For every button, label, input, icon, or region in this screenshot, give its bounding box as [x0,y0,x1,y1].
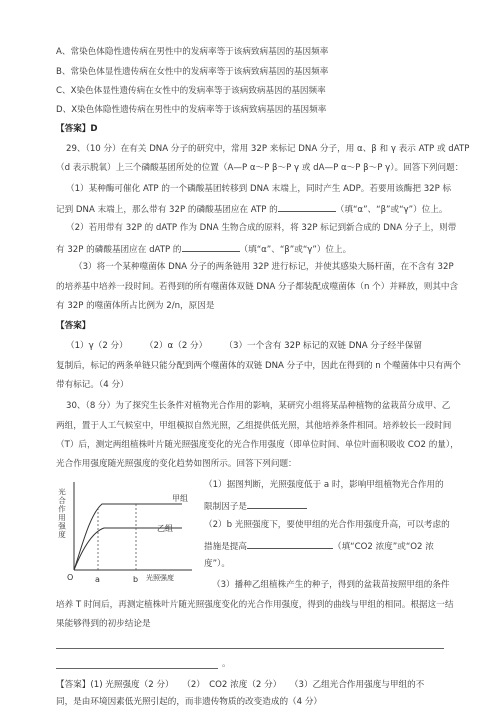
q30-part2-line2 [204,540,434,554]
q29-answer-line1: （1）γ（2 分） （2）α（2 分） （3）一个含有 32P 标记的双链 DNA 分子经半保留 [66,341,422,351]
q29-part3-line2: 的培养基中培养一段时间。若得到的所有噬菌体双链 DNA 分子都装配成噬菌体（n 个）并释放，则其中含 [56,282,459,292]
q29-part2-blank[interactable] [182,243,240,252]
series-jia-line [74,504,182,570]
q29-answer-line2: 复制后，标记的两条单链只能分配到两个噬菌体的双链 DNA 分子中，因此在得到的 n 个噬菌体中只有两个 [56,361,461,371]
q29-part1-line1: （1）某种酶可催化 ATP 的一个磷酸基团转移到 DNA 末端上，同时产生 ADP。若要用该酶把 32P 标 [66,184,452,194]
q30-intro-line3: （T）后，测定两组植株叶片随光照强度变化的光合作用强度（即单位时间、单位叶面积吸收 CO2 的量）， [56,440,459,450]
origin-label: O [67,573,74,582]
q30-part1-blank[interactable] [247,500,307,509]
q29-part2-hint: （填“α”、“β”或“γ”）位上。 [239,245,352,255]
q30-part1-line2 [204,500,307,514]
q30-part2-hint: （填“CO2 浓度”或“O2 浓 [332,542,434,552]
q30-part1-line1: （1）据图判断，光照强度低于 a 时，影响甲组植物光合作用的 [204,480,444,490]
q30-end-mark: 。 [222,659,231,669]
chart-xlabel: 光照强度 [146,574,174,582]
q29-part2-line1: （2）若用带有 32P 的 dATP 作为 DNA 生物合成的原料，将 32P 标记到新合成的 DNA 分子上，则带 [66,223,457,233]
q30-part3-line3: 果能够得到的初步结论是 [56,619,151,629]
chart-ylabel: 光合作用强度 [57,488,67,539]
q30-answer-line-blank1[interactable] [56,648,444,649]
q29-intro-line1: 29、（10 分）在有关 DNA 分子的研究中，常用 32P 来标记 DNA 分子，用 α、β 和 γ 表示 ATP 或 dATP [66,144,470,154]
q29-intro-line2: （d 表示脱氧）上三个磷酸基团所处的位置（A—P α～P β～P γ 或 dA—P α～P β～P γ）。回答下列问题： [56,163,464,173]
q29-answer-line3: 带有标记。（4 分） [56,380,129,390]
q30-part2-text: 措施是提高 [204,542,247,552]
q30-intro-line2: 两组，置于人工气候室中，甲组模拟自然光照，乙组提供低光照，其他培养条件相同。培养较长一段时间 [56,421,452,431]
q30-answer-line1: 【答案】(1) 光照强度（2 分） （2） CO2 浓度（2 分） （3）乙组光合作用强度与甲组的不 [56,680,425,690]
q30-intro-line1: 30、（8 分）为了探究生长条件对植物光合作用的影响，某研究小组将某品种植物的盆栽苗分成甲、乙 [66,401,451,411]
option-c: C、X染色体显性遗传病在女性中的发病率等于该病致病基因的基因频率 [56,86,326,96]
q29-answer-label: 【答案】 [56,321,91,331]
q30-part2-line3: 度”）。 [204,559,230,569]
tick-b: b [133,575,139,584]
q29-part1-line2 [56,203,447,217]
q29-part2-line2 [56,243,351,257]
q30-intro-line4: 光合作用强度随光照强度的变化趋势如图所示。回答下列问题： [56,459,297,469]
q29-part1-text: 记到 DNA 末端上，那么带有 32P 的磷酸基团应在 ATP 的 [56,205,278,215]
q29-part3-line3: 有 32P 的噬菌体所占比例为 2/n，原因是 [56,301,215,311]
label-yi: 乙组 [157,524,173,533]
q29-part1-blank[interactable] [278,203,336,212]
q30-part2-line1: （2）b 光照强度下，要使甲组的光合作用强度升高，可以考虑的 [204,520,450,530]
q30-part1-text: 限制因子是 [204,502,247,512]
q30-part3-line1: （3）播种乙组植株产生的种子，得到的盆栽苗按照甲组的条件 [212,580,450,590]
option-a: A、常染色体隐性遗传病在男性中的发病率等于该病致病基因的基因频率 [56,47,329,57]
tick-a: a [95,575,100,584]
q28-answer: 【答案】D [56,124,98,134]
q29-part1-hint: （填“α”、“β”或“γ”）位上。 [335,205,448,215]
option-d: D、X染色体隐性遗传病在男性中的发病率等于该病致病基因的基因频率 [56,105,327,115]
series-yi-line [74,528,182,570]
option-b: B、常染色体显性遗传病在女性中的发病率等于该病致病基因的基因频率 [56,67,329,77]
chart-svg [54,476,199,588]
label-jia: 甲组 [172,494,188,503]
light-photosynthesis-chart [54,476,199,588]
q30-part2-blank[interactable] [247,540,333,549]
q29-part3-line1: （3）将一个某种噬菌体 DNA 分子的两条链用 32P 进行标记，并使其感染大肠杆菌，在不含有 32P [74,262,454,272]
q30-answer-line-blank2[interactable] [56,668,218,669]
q29-part2-text: 有 32P 的磷酸基团应在 dATP 的 [56,245,182,255]
q30-answer-line2: 同，是由环境因素低光照引起的，而非遗传物质的改变造成的（4 分） [56,697,323,707]
q30-part3-line2: 培养 T 时间后，再测定植株叶片随光照强度变化的光合作用强度，得到的曲线与甲组的相同。根据这一结 [56,600,454,610]
